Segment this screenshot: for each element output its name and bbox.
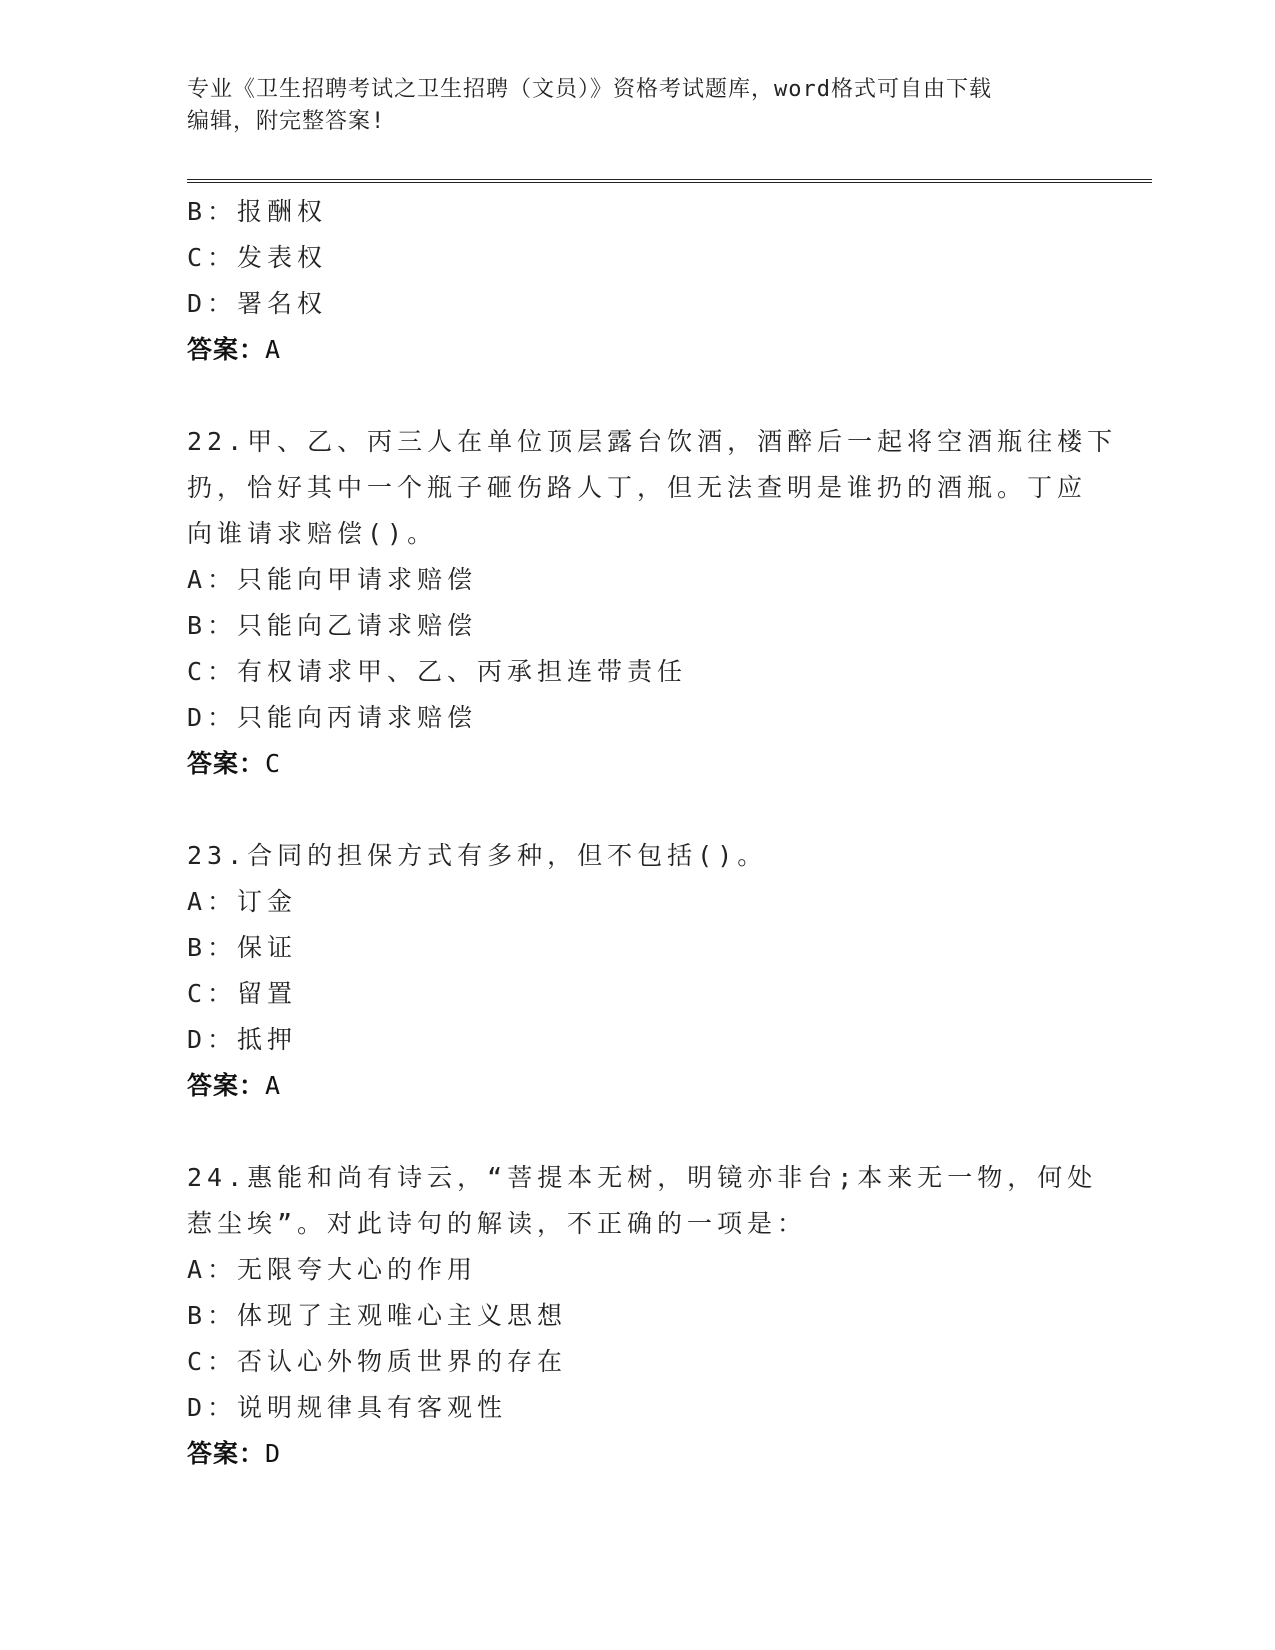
answer-value: C	[265, 749, 281, 778]
option-c: C：有权请求甲、乙、丙承担连带责任	[187, 657, 688, 686]
answer-value: D	[265, 1439, 281, 1468]
option-d: D：只能向丙请求赔偿	[187, 703, 478, 732]
answer-label: 答案：	[187, 335, 266, 364]
answer-label: 答案：	[187, 749, 266, 778]
question-22	[187, 419, 1118, 787]
question-list	[187, 189, 1118, 1477]
option-c: C：留置	[187, 979, 298, 1008]
question-23	[187, 833, 1087, 1109]
option-a: A：无限夸大心的作用	[187, 1255, 478, 1284]
question-21-continued	[187, 189, 1087, 373]
option-d: D：说明规律具有客观性	[187, 1393, 508, 1422]
answer-value: A	[265, 335, 281, 364]
question-stem-line: 24.惠能和尚有诗云，“菩提本无树，明镜亦非台;本来无一物，何处	[187, 1163, 1098, 1192]
question-stem-line: 23.合同的担保方式有多种，但不包括()。	[187, 841, 768, 870]
answer-line	[187, 327, 1087, 373]
header-line-2: 编辑，附完整答案!	[187, 109, 386, 134]
question-24	[187, 1155, 1098, 1477]
answer-line	[187, 741, 1087, 787]
answer-line	[187, 1431, 1087, 1477]
header-divider	[187, 179, 1152, 183]
option-b: B：保证	[187, 933, 298, 962]
answer-value: A	[265, 1071, 281, 1100]
question-stem-line: 惹尘埃”。对此诗句的解读，不正确的一项是：	[187, 1209, 808, 1238]
header-line-1: 专业《卫生招聘考试之卫生招聘（文员）》资格考试题库，word格式可自由下载	[187, 77, 992, 102]
page-header	[187, 74, 1087, 138]
answer-label: 答案：	[187, 1439, 266, 1468]
answer-line	[187, 1063, 1087, 1109]
question-stem-line: 向谁请求赔偿()。	[187, 519, 438, 548]
question-stem-line: 扔，恰好其中一个瓶子砸伤路人丁，但无法查明是谁扔的酒瓶。丁应	[187, 473, 1088, 502]
question-stem-line: 22.甲、乙、丙三人在单位顶层露台饮酒，酒醉后一起将空酒瓶往楼下	[187, 427, 1118, 456]
option-a: A：订金	[187, 887, 298, 916]
option-d: D：抵押	[187, 1025, 298, 1054]
option-b: B：报酬权	[187, 197, 328, 226]
option-d: D：署名权	[187, 289, 328, 318]
answer-label: 答案：	[187, 1071, 266, 1100]
option-b: B：体现了主观唯心主义思想	[187, 1301, 568, 1330]
option-c: C：否认心外物质世界的存在	[187, 1347, 568, 1376]
option-a: A：只能向甲请求赔偿	[187, 565, 478, 594]
option-c: C：发表权	[187, 243, 328, 272]
option-b: B：只能向乙请求赔偿	[187, 611, 478, 640]
